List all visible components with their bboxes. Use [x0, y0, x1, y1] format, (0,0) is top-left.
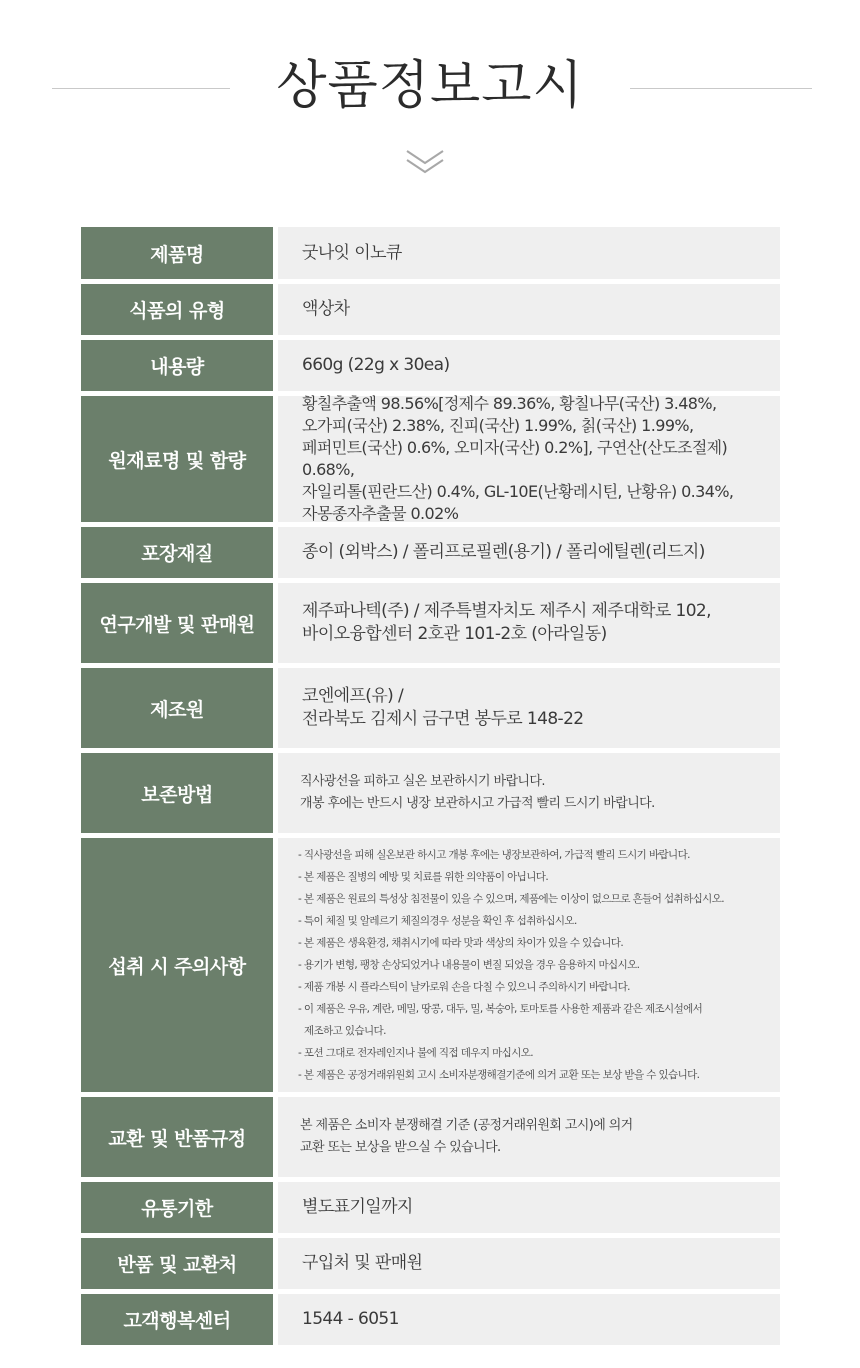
- value-line: - 본 제품은 원료의 특성상 침전물이 있을 수 있으며, 제품에는 이상이 없으므로 흔들어 섭취하십시오.: [298, 893, 724, 905]
- row-value: [278, 753, 780, 833]
- value-line: 전라북도 김제시 금구면 봉두로 148-22: [302, 709, 584, 729]
- row-value: [278, 838, 780, 1092]
- info-row-manufacturer: [81, 668, 780, 748]
- row-value: [278, 1294, 780, 1345]
- value-line: 구입처 및 판매원: [302, 1253, 423, 1273]
- info-row-developer-seller: [81, 583, 780, 663]
- row-value: [278, 668, 780, 748]
- value-line: 직사광선을 피하고 실온 보관하시기 바랍니다.: [300, 774, 545, 789]
- info-row-product-name: [81, 227, 780, 279]
- value-line: 제주파나텍(주) / 제주특별자치도 제주시 제주대학로 102,: [302, 601, 711, 621]
- value-line: 660g (22g x 30ea): [302, 355, 450, 375]
- info-row-return-location: [81, 1238, 780, 1289]
- page-header: [0, 0, 860, 200]
- row-label: 보존방법: [81, 753, 273, 833]
- info-row-intake-cautions: [81, 838, 780, 1092]
- value-line: 굿나잇 이노큐: [302, 242, 402, 263]
- row-label: 반품 및 교환처: [81, 1238, 273, 1289]
- value-line: 본 제품은 소비자 분쟁해결 기준 (공정거래위원회 고시)에 의거: [300, 1118, 633, 1133]
- info-row-food-type: [81, 284, 780, 335]
- info-row-volume: [81, 340, 780, 391]
- value-line: 코엔에프(유) /: [302, 686, 404, 706]
- header-divider-right: [630, 88, 812, 89]
- row-label: 유통기한: [81, 1182, 273, 1233]
- row-value: [278, 340, 780, 391]
- row-value: [278, 527, 780, 578]
- row-label: 포장재질: [81, 527, 273, 578]
- value-line: 1544 - 6051: [302, 1309, 399, 1329]
- value-line: 제조하고 있습니다.: [304, 1025, 386, 1037]
- row-label: 교환 및 반품규정: [81, 1097, 273, 1177]
- row-value: [278, 1182, 780, 1233]
- value-line: - 제품 개봉 시 플라스틱이 날카로워 손을 다칠 수 있으니 주의하시기 바랍니다.: [298, 981, 630, 993]
- page-title: 상품정보고시: [276, 56, 584, 116]
- info-row-customer-center: [81, 1294, 780, 1345]
- value-line: 별도표기일까지: [302, 1197, 413, 1217]
- product-info-table: [81, 227, 780, 1350]
- double-chevron-down-icon: [404, 148, 446, 176]
- row-label: 연구개발 및 판매원: [81, 583, 273, 663]
- value-line: 페퍼민트(국산) 0.6%, 오미자(국산) 0.2%], 구연산(산도조절제) 0.68%,: [302, 438, 728, 479]
- value-line: - 본 제품은 생육환경, 채취시기에 따라 맛과 색상의 차이가 있을 수 있습니다.: [298, 937, 624, 949]
- value-line: 자몽종자추출물 0.02%: [302, 504, 459, 523]
- value-line: 액상차: [302, 299, 350, 319]
- info-row-ingredients: [81, 396, 780, 522]
- row-value: [278, 396, 780, 522]
- value-line: - 이 제품은 우유, 계란, 메밀, 땅콩, 대두, 밀, 복숭아, 토마토를 사용한 제품과 같은 제조시설에서: [298, 1003, 703, 1015]
- value-line: - 포션 그대로 전자레인지나 불에 직접 데우지 마십시오.: [298, 1047, 534, 1059]
- info-row-expiration: [81, 1182, 780, 1233]
- row-label: 제조원: [81, 668, 273, 748]
- value-line: - 용기가 변형, 팽창 손상되었거나 내용물이 변질 되었을 경우 음용하지 마십시오.: [298, 959, 640, 971]
- value-line: - 특이 체질 및 알레르기 체질의경우 성분을 확인 후 섭취하십시오.: [298, 915, 577, 927]
- info-row-packaging: [81, 527, 780, 578]
- row-value: [278, 1238, 780, 1289]
- value-line: 교환 또는 보상을 받으실 수 있습니다.: [300, 1140, 501, 1155]
- row-label: 섭취 시 주의사항: [81, 838, 273, 1092]
- info-row-exchange-return-policy: [81, 1097, 780, 1177]
- value-line: - 본 제품은 공정거래위원회 고시 소비자분쟁해결기준에 의거 교환 또는 보상 받을 수 있습니다.: [298, 1069, 700, 1081]
- row-value: [278, 583, 780, 663]
- value-line: 오가피(국산) 2.38%, 진피(국산) 1.99%, 칡(국산) 1.99%,: [302, 416, 694, 435]
- row-label: 내용량: [81, 340, 273, 391]
- row-label: 식품의 유형: [81, 284, 273, 335]
- value-line: 개봉 후에는 반드시 냉장 보관하시고 가급적 빨리 드시기 바랍니다.: [300, 796, 655, 811]
- row-label: 원재료명 및 함량: [81, 396, 273, 522]
- value-line: 바이오융합센터 2호관 101-2호 (아라일동): [302, 624, 607, 644]
- info-row-storage: [81, 753, 780, 833]
- value-line: 자일리톨(핀란드산) 0.4%, GL-10E(난황레시틴, 난황유) 0.34%,: [302, 482, 734, 501]
- row-label: 고객행복센터: [81, 1294, 273, 1345]
- row-label: 제품명: [81, 227, 273, 279]
- value-line: 종이 (외박스) / 폴리프로필렌(용기) / 폴리에틸렌(리드지): [302, 542, 705, 562]
- value-line: - 직사광선을 피해 실온보관 하시고 개봉 후에는 냉장보관하여, 가급적 빨리 드시기 바랍니다.: [298, 849, 690, 861]
- row-value: [278, 284, 780, 335]
- row-value: [278, 227, 780, 279]
- value-line: 황칠추출액 98.56%[정제수 89.36%, 황칠나무(국산) 3.48%,: [302, 394, 717, 413]
- row-value: [278, 1097, 780, 1177]
- value-line: - 본 제품은 질병의 예방 및 치료를 위한 의약품이 아닙니다.: [298, 871, 549, 883]
